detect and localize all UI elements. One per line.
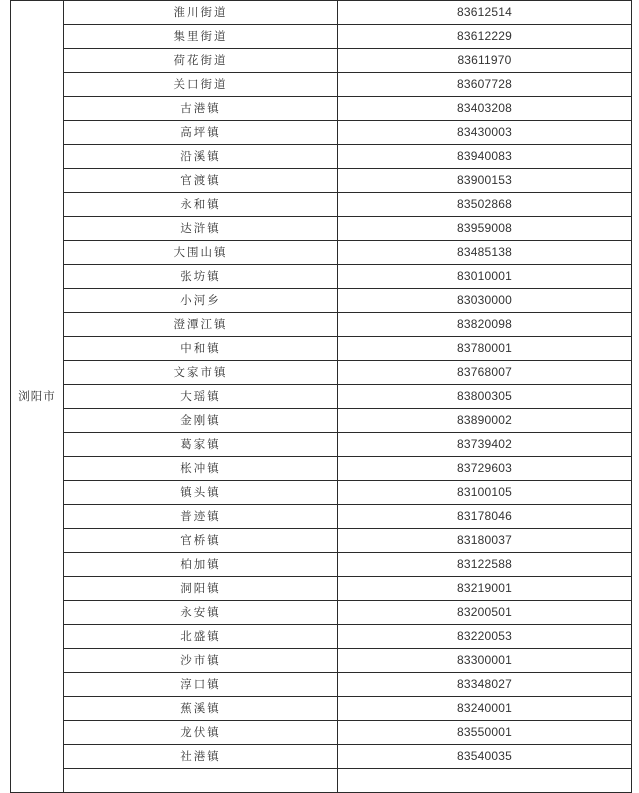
phone-cell: 83800305 [338, 385, 632, 409]
town-cell: 龙伏镇 [64, 721, 338, 745]
town-cell: 沙市镇 [64, 649, 338, 673]
town-cell: 镇头镇 [64, 481, 338, 505]
table-row [11, 1, 632, 25]
table-row [11, 409, 632, 433]
table-row [11, 601, 632, 625]
phone-cell: 83612514 [338, 1, 632, 25]
table-row [11, 433, 632, 457]
town-cell: 张坊镇 [64, 265, 338, 289]
table-row [11, 313, 632, 337]
phone-directory-table [10, 0, 632, 793]
phone-cell: 83180037 [338, 529, 632, 553]
phone-cell: 83485138 [338, 241, 632, 265]
town-cell: 枨冲镇 [64, 457, 338, 481]
town-cell: 北盛镇 [64, 625, 338, 649]
town-cell: 永和镇 [64, 193, 338, 217]
phone-cell: 83178046 [338, 505, 632, 529]
table-row [11, 481, 632, 505]
phone-cell: 83122588 [338, 553, 632, 577]
phone-cell: 83100105 [338, 481, 632, 505]
town-cell-empty [64, 769, 338, 793]
town-cell: 柏加镇 [64, 553, 338, 577]
town-cell: 淮川街道 [64, 1, 338, 25]
table-row [11, 697, 632, 721]
phone-cell: 83890002 [338, 409, 632, 433]
table-row [11, 337, 632, 361]
phone-cell: 83348027 [338, 673, 632, 697]
town-cell: 荷花街道 [64, 49, 338, 73]
town-cell: 葛家镇 [64, 433, 338, 457]
town-cell: 小河乡 [64, 289, 338, 313]
phone-cell: 83550001 [338, 721, 632, 745]
town-cell: 达浒镇 [64, 217, 338, 241]
table-body [11, 1, 632, 793]
town-cell: 永安镇 [64, 601, 338, 625]
town-cell: 中和镇 [64, 337, 338, 361]
town-cell: 沿溪镇 [64, 145, 338, 169]
table-row [11, 217, 632, 241]
town-cell: 澄潭江镇 [64, 313, 338, 337]
table-row [11, 505, 632, 529]
table-row [11, 361, 632, 385]
phone-cell: 83739402 [338, 433, 632, 457]
town-cell: 洞阳镇 [64, 577, 338, 601]
phone-cell: 83200501 [338, 601, 632, 625]
phone-cell: 83540035 [338, 745, 632, 769]
table-row [11, 385, 632, 409]
phone-cell: 83300001 [338, 649, 632, 673]
town-cell: 大瑶镇 [64, 385, 338, 409]
town-cell: 古港镇 [64, 97, 338, 121]
table-row [11, 169, 632, 193]
phone-cell: 83900153 [338, 169, 632, 193]
phone-cell: 83768007 [338, 361, 632, 385]
town-cell: 高坪镇 [64, 121, 338, 145]
phone-cell: 83940083 [338, 145, 632, 169]
phone-cell: 83820098 [338, 313, 632, 337]
phone-cell: 83780001 [338, 337, 632, 361]
table-row [11, 553, 632, 577]
table-row [11, 649, 632, 673]
city-cell: 浏阳市 [11, 1, 64, 793]
phone-cell-empty [338, 769, 632, 793]
town-cell: 大围山镇 [64, 241, 338, 265]
town-cell: 蕉溪镇 [64, 697, 338, 721]
town-cell: 关口街道 [64, 73, 338, 97]
table-row [11, 97, 632, 121]
town-cell: 淳口镇 [64, 673, 338, 697]
table-row [11, 265, 632, 289]
table-row [11, 289, 632, 313]
town-cell: 金刚镇 [64, 409, 338, 433]
table-row [11, 121, 632, 145]
table-row [11, 145, 632, 169]
phone-cell: 83030000 [338, 289, 632, 313]
table-row [11, 457, 632, 481]
phone-cell: 83502868 [338, 193, 632, 217]
town-cell: 普迹镇 [64, 505, 338, 529]
table-row [11, 673, 632, 697]
table-row [11, 241, 632, 265]
phone-cell: 83219001 [338, 577, 632, 601]
table-row [11, 529, 632, 553]
table-row [11, 49, 632, 73]
town-cell: 官渡镇 [64, 169, 338, 193]
table-row [11, 745, 632, 769]
table-row [11, 193, 632, 217]
table-row [11, 73, 632, 97]
table-row [11, 25, 632, 49]
table-row [11, 721, 632, 745]
phone-cell: 83612229 [338, 25, 632, 49]
table-row [11, 577, 632, 601]
phone-cell: 83729603 [338, 457, 632, 481]
phone-cell: 83220053 [338, 625, 632, 649]
phone-cell: 83959008 [338, 217, 632, 241]
town-cell: 官桥镇 [64, 529, 338, 553]
phone-cell: 83607728 [338, 73, 632, 97]
town-cell: 文家市镇 [64, 361, 338, 385]
phone-cell: 83403208 [338, 97, 632, 121]
phone-cell: 83430003 [338, 121, 632, 145]
phone-cell: 83240001 [338, 697, 632, 721]
table-row-partial [11, 769, 632, 793]
town-cell: 集里街道 [64, 25, 338, 49]
table-row [11, 625, 632, 649]
phone-cell: 83611970 [338, 49, 632, 73]
town-cell: 社港镇 [64, 745, 338, 769]
phone-cell: 83010001 [338, 265, 632, 289]
